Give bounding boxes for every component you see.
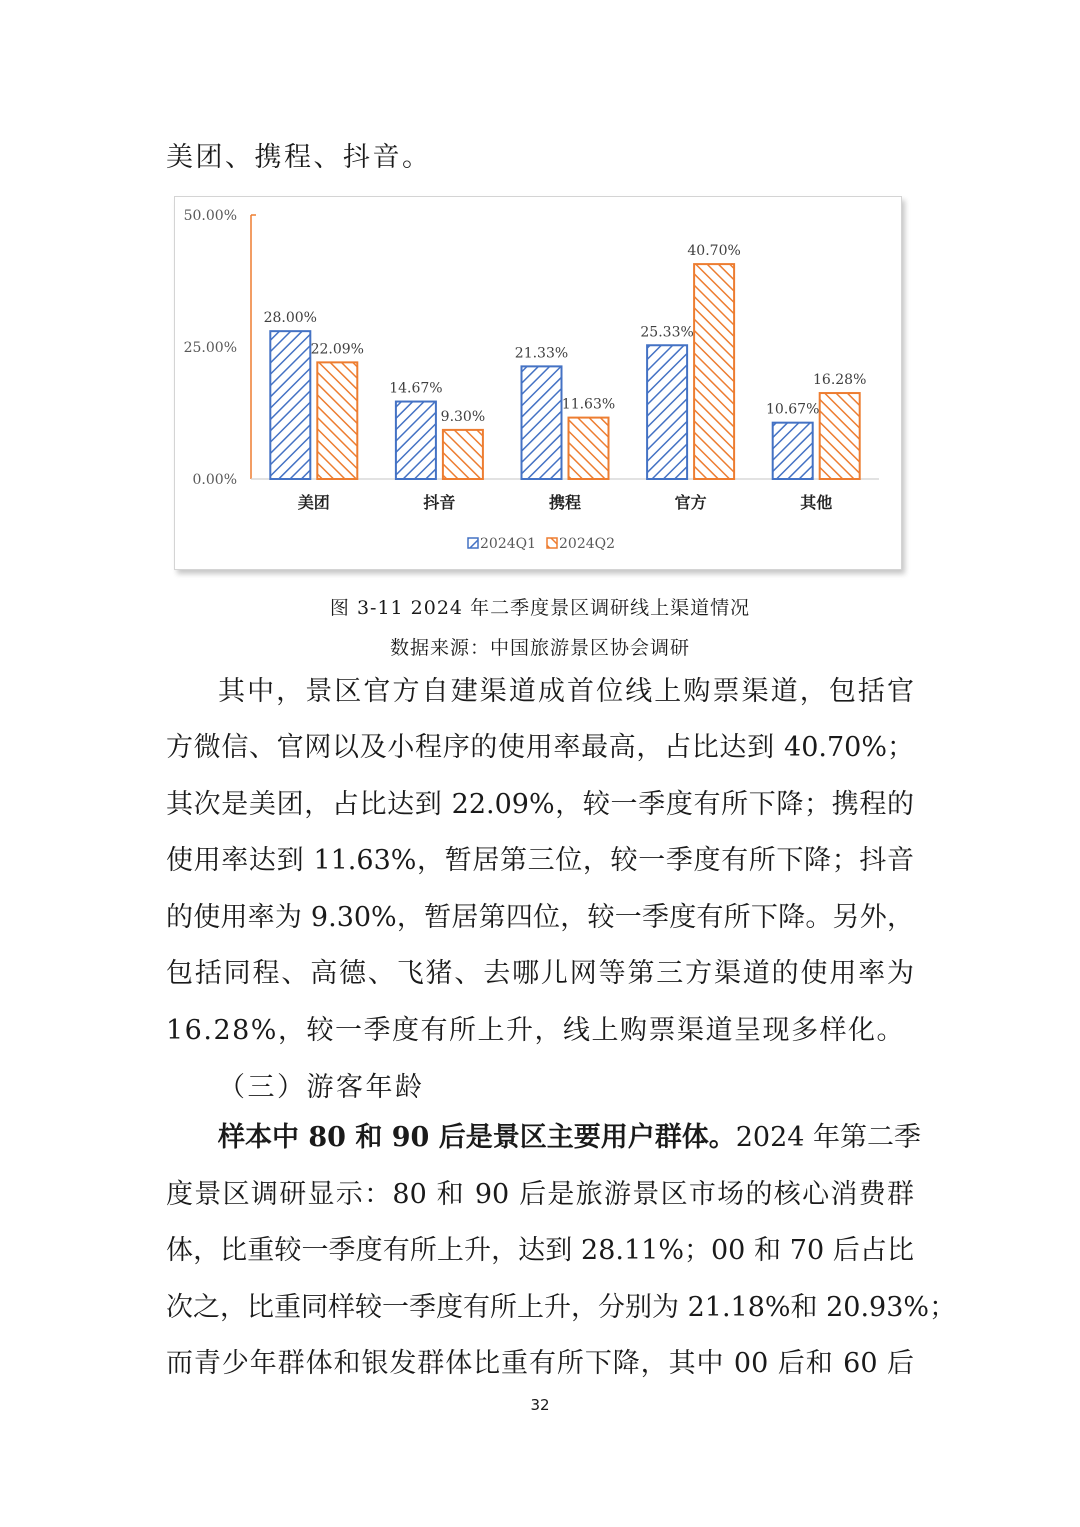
bar-2024q1	[522, 366, 562, 479]
data-label: 14.67%	[389, 380, 443, 397]
y-tick-label: 0.00%	[192, 472, 237, 488]
bar-2024q1	[773, 423, 813, 479]
category-label: 官方	[674, 493, 707, 512]
para2-line: 度景区调研显示：80 和 90 后是旅游景区市场的核心消费群	[166, 1179, 914, 1210]
y-tick-label: 50.00%	[183, 208, 237, 224]
para1-line: 其次是美团，占比达到 22.09%，较一季度有所下降；携程的	[166, 789, 914, 820]
legend-swatch	[468, 538, 478, 548]
figure-caption: 图 3-11 2024 年二季度景区调研线上渠道情况	[329, 597, 751, 619]
data-label: 25.33%	[640, 324, 694, 341]
category-label: 抖音	[423, 493, 456, 512]
category-label: 其他	[800, 493, 833, 512]
text-line: 美团、携程、抖音。	[166, 142, 432, 173]
y-tick-label: 25.00%	[183, 340, 237, 356]
para1-line: 的使用率为 9.30%，暂居第四位，较一季度有所下降。另外，	[166, 902, 914, 933]
para1-line: 使用率达到 11.63%，暂居第三位，较一季度有所下降；抖音	[166, 845, 914, 876]
para2-line: 次之，比重同样较一季度有所上升，分别为 21.18%和 20.93%；	[166, 1292, 957, 1323]
para1-line: 包括同程、高德、飞猪、去哪儿网等第三方渠道的使用率为	[166, 958, 914, 989]
para1-line: 方微信、官网以及小程序的使用率最高，占比达到 40.70%；	[166, 732, 914, 763]
category-label: 美团	[297, 493, 330, 512]
data-label: 28.00%	[263, 310, 317, 327]
legend-swatch	[547, 538, 557, 548]
bar-2024q1	[396, 402, 436, 479]
para2-lead-rest: 2024 年第二季	[735, 1122, 922, 1153]
para1-line: 16.28%，较一季度有所上升，线上购票渠道呈现多样化。	[166, 1015, 905, 1046]
bar-2024q1	[270, 331, 310, 479]
category-label: 携程	[548, 493, 582, 512]
bar-2024q1	[647, 345, 687, 479]
data-label: 40.70%	[687, 243, 741, 260]
bar-2024q2	[443, 430, 483, 479]
para2-lead-bold: 样本中 80 和 90 后是景区主要用户群体。	[218, 1122, 736, 1153]
bar-2024q2	[820, 393, 860, 479]
bar-chart	[174, 196, 902, 570]
legend-label: 2024Q2	[559, 536, 616, 552]
figure-source: 数据来源：中国旅游景区协会调研	[389, 637, 690, 659]
page-number: 32	[530, 1396, 550, 1414]
data-label: 22.09%	[310, 341, 364, 358]
para2-lead-line	[218, 1118, 922, 1158]
para2-line: 而青少年群体和银发群体比重有所下降，其中 00 后和 60 后	[166, 1348, 914, 1379]
section-heading: （三）游客年龄	[218, 1072, 425, 1103]
para2-line: 体，比重较一季度有所上升，达到 28.11%；00 和 70 后占比	[166, 1235, 914, 1266]
para1-line: 其中，景区官方自建渠道成首位线上购票渠道，包括官	[218, 676, 914, 707]
data-label: 11.63%	[561, 396, 616, 413]
bar-2024q2	[317, 362, 357, 479]
bar-2024q2	[694, 264, 734, 479]
legend-label: 2024Q1	[480, 536, 537, 552]
chart-svg	[175, 197, 901, 569]
data-label: 21.33%	[514, 345, 569, 362]
data-label: 10.67%	[766, 401, 820, 418]
bar-2024q2	[569, 418, 609, 479]
data-label: 16.28%	[813, 372, 867, 389]
data-label: 9.30%	[440, 408, 486, 425]
